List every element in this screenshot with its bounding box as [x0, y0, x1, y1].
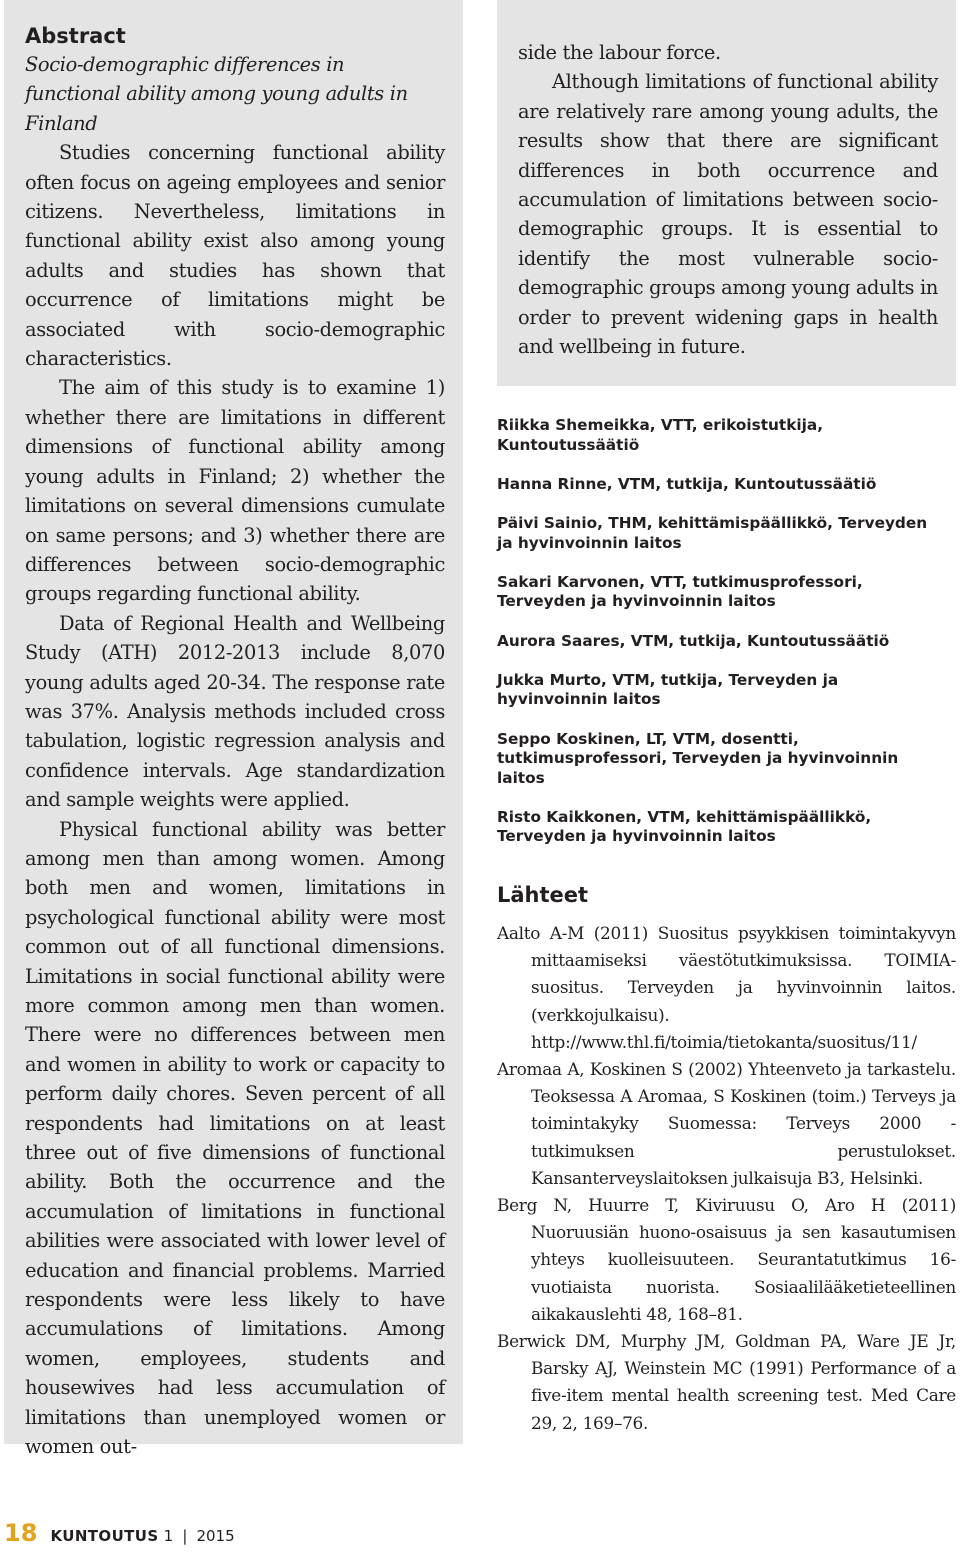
- reference-item: Aromaa A, Koskinen S (2002) Yhteenveto ja tarkastelu. Teoksessa A Aromaa, S Koskinen (toim.) Terveys ja toimintakyky Suomessa: Terveys 2000 -tutkimuksen perustulokset. Kansanterveyslaitoksen julkaisuja B3, Helsinki.: [497, 1059, 956, 1188]
- abstract-box-right: [497, 0, 956, 386]
- footer-separator: |: [182, 1527, 188, 1545]
- abstract-paragraph: Physical functional ability was better among men than among women. Among both men and women, limitations in psychological functional ability were most common out of all functional dimensions. Limitations in social functional ability were more common among men than women. There were no differences between men and women in ability to work or capacity to perform daily chores. Seven percent of all respondents had limitations on at least three out of five dimensions of functional ability. Both the occurrence and the accumulation of limitations in functional abilities were associated with lower level of education and financial problems. Married respondents were less likely to have accumulations of limitations. Among women, employees, students and housewives had less accumulation of limitations than unemployed women or women out-: [25, 817, 445, 1459]
- references-heading: Lähteet: [497, 883, 589, 907]
- abstract-paragraph: The aim of this study is to examine 1) whether there are limitations in different dimensions of functional ability among young adults in Finland; 2) whether the limitations on several dimensions cumulate on same persons; and 3) whether there are differences between socio-demographic groups regarding functional ability.: [25, 376, 445, 606]
- author-entry: Hanna Rinne, VTM, tutkija, Kuntoutussäätiö: [497, 474, 877, 493]
- references-section: [497, 880, 956, 1437]
- abstract-continuation: side the labour force.: [518, 41, 721, 64]
- reference-item: Aalto A-M (2011) Suositus psyykkisen toimintakyvyn mittaamiseksi väestötutkimuksissa. TOIMIA-suositus. Terveyden ja hyvinvoinnin laitos. (verkkojulkaisu). http://www.thl.fi/toimia/tietokanta/suositus/11/: [497, 923, 956, 1052]
- author-entry: Sakari Karvonen, VTT, tutkimusprofessori, Terveyden ja hyvinvoinnin laitos: [497, 572, 863, 611]
- author-entry: Riikka Shemeikka, VTT, erikoistutkija, Kuntoutussäätiö: [497, 416, 824, 454]
- author-list: [497, 416, 937, 867]
- author-entry: Päivi Sainio, THM, kehittämispäällikkö, Terveyden ja hyvinvoinnin laitos: [497, 513, 928, 552]
- abstract-paragraph: Although limitations of functional ability are relatively rare among young adults, the results show that there are significant differences in both occurrence and accumulation of limitations between socio-demographic groups. It is essential to identify the most vulnerable socio-demographic groups among young adults in order to prevent widening gaps in health and wellbeing in future.: [518, 70, 938, 359]
- author-entry: Seppo Koskinen, LT, VTM, dosentti, tutkimusprofessori, Terveyden ja hyvinvoinnin laitos: [497, 729, 899, 787]
- abstract-paragraph: Data of Regional Health and Wellbeing Study (ATH) 2012-2013 include 8,070 young adults aged 20-34. The response rate was 37%. Analysis methods included cross tabulation, logistic regression analysis and confidence intervals. Age standardization and sample weights were applied.: [25, 611, 445, 812]
- author-entry: Aurora Saares, VTM, tutkija, Kuntoutussäätiö: [497, 631, 890, 650]
- issue-year: 2015: [196, 1527, 235, 1545]
- page-number: 18: [4, 1519, 38, 1547]
- abstract-paragraph: Studies concerning functional ability often focus on ageing employees and senior citizens. Nevertheless, limitations in functional ability exist also among young adults and studies has shown that occurrence of limitations might be associated with socio-demographic characteristics.: [25, 141, 445, 371]
- page-footer: [4, 1519, 235, 1555]
- author-entry: Risto Kaikkonen, VTM, kehittämispäällikkö, Terveyden ja hyvinvoinnin laitos: [497, 807, 872, 846]
- issue-number: 1: [163, 1527, 174, 1545]
- abstract-heading: Abstract: [25, 24, 126, 48]
- abstract-box-left: [4, 0, 463, 1459]
- reference-item: Berg N, Huurre T, Kiviruusu O, Aro H (2011) Nuoruusiän huono-osaisuus ja sen kasautumisen yhteys kuolleisuuteen. Seurantatutkimus 16-vuotiaista nuorista. Sosiaalilääketieteellinen aikakauslehti 48, 168–81.: [497, 1195, 956, 1324]
- reference-item: Berwick DM, Murphy JM, Goldman PA, Ware JE Jr, Barsky AJ, Weinstein MC (1991) Performance of a five-item mental health screening test. Med Care 29, 2, 169–76.: [497, 1331, 956, 1433]
- abstract-subtitle: Socio-demographic differences in functional ability among young adults in Finland: [25, 53, 408, 135]
- journal-name: KUNTOUTUS: [50, 1527, 159, 1545]
- author-entry: Jukka Murto, VTM, tutkija, Terveyden ja hyvinvoinnin laitos: [497, 670, 839, 709]
